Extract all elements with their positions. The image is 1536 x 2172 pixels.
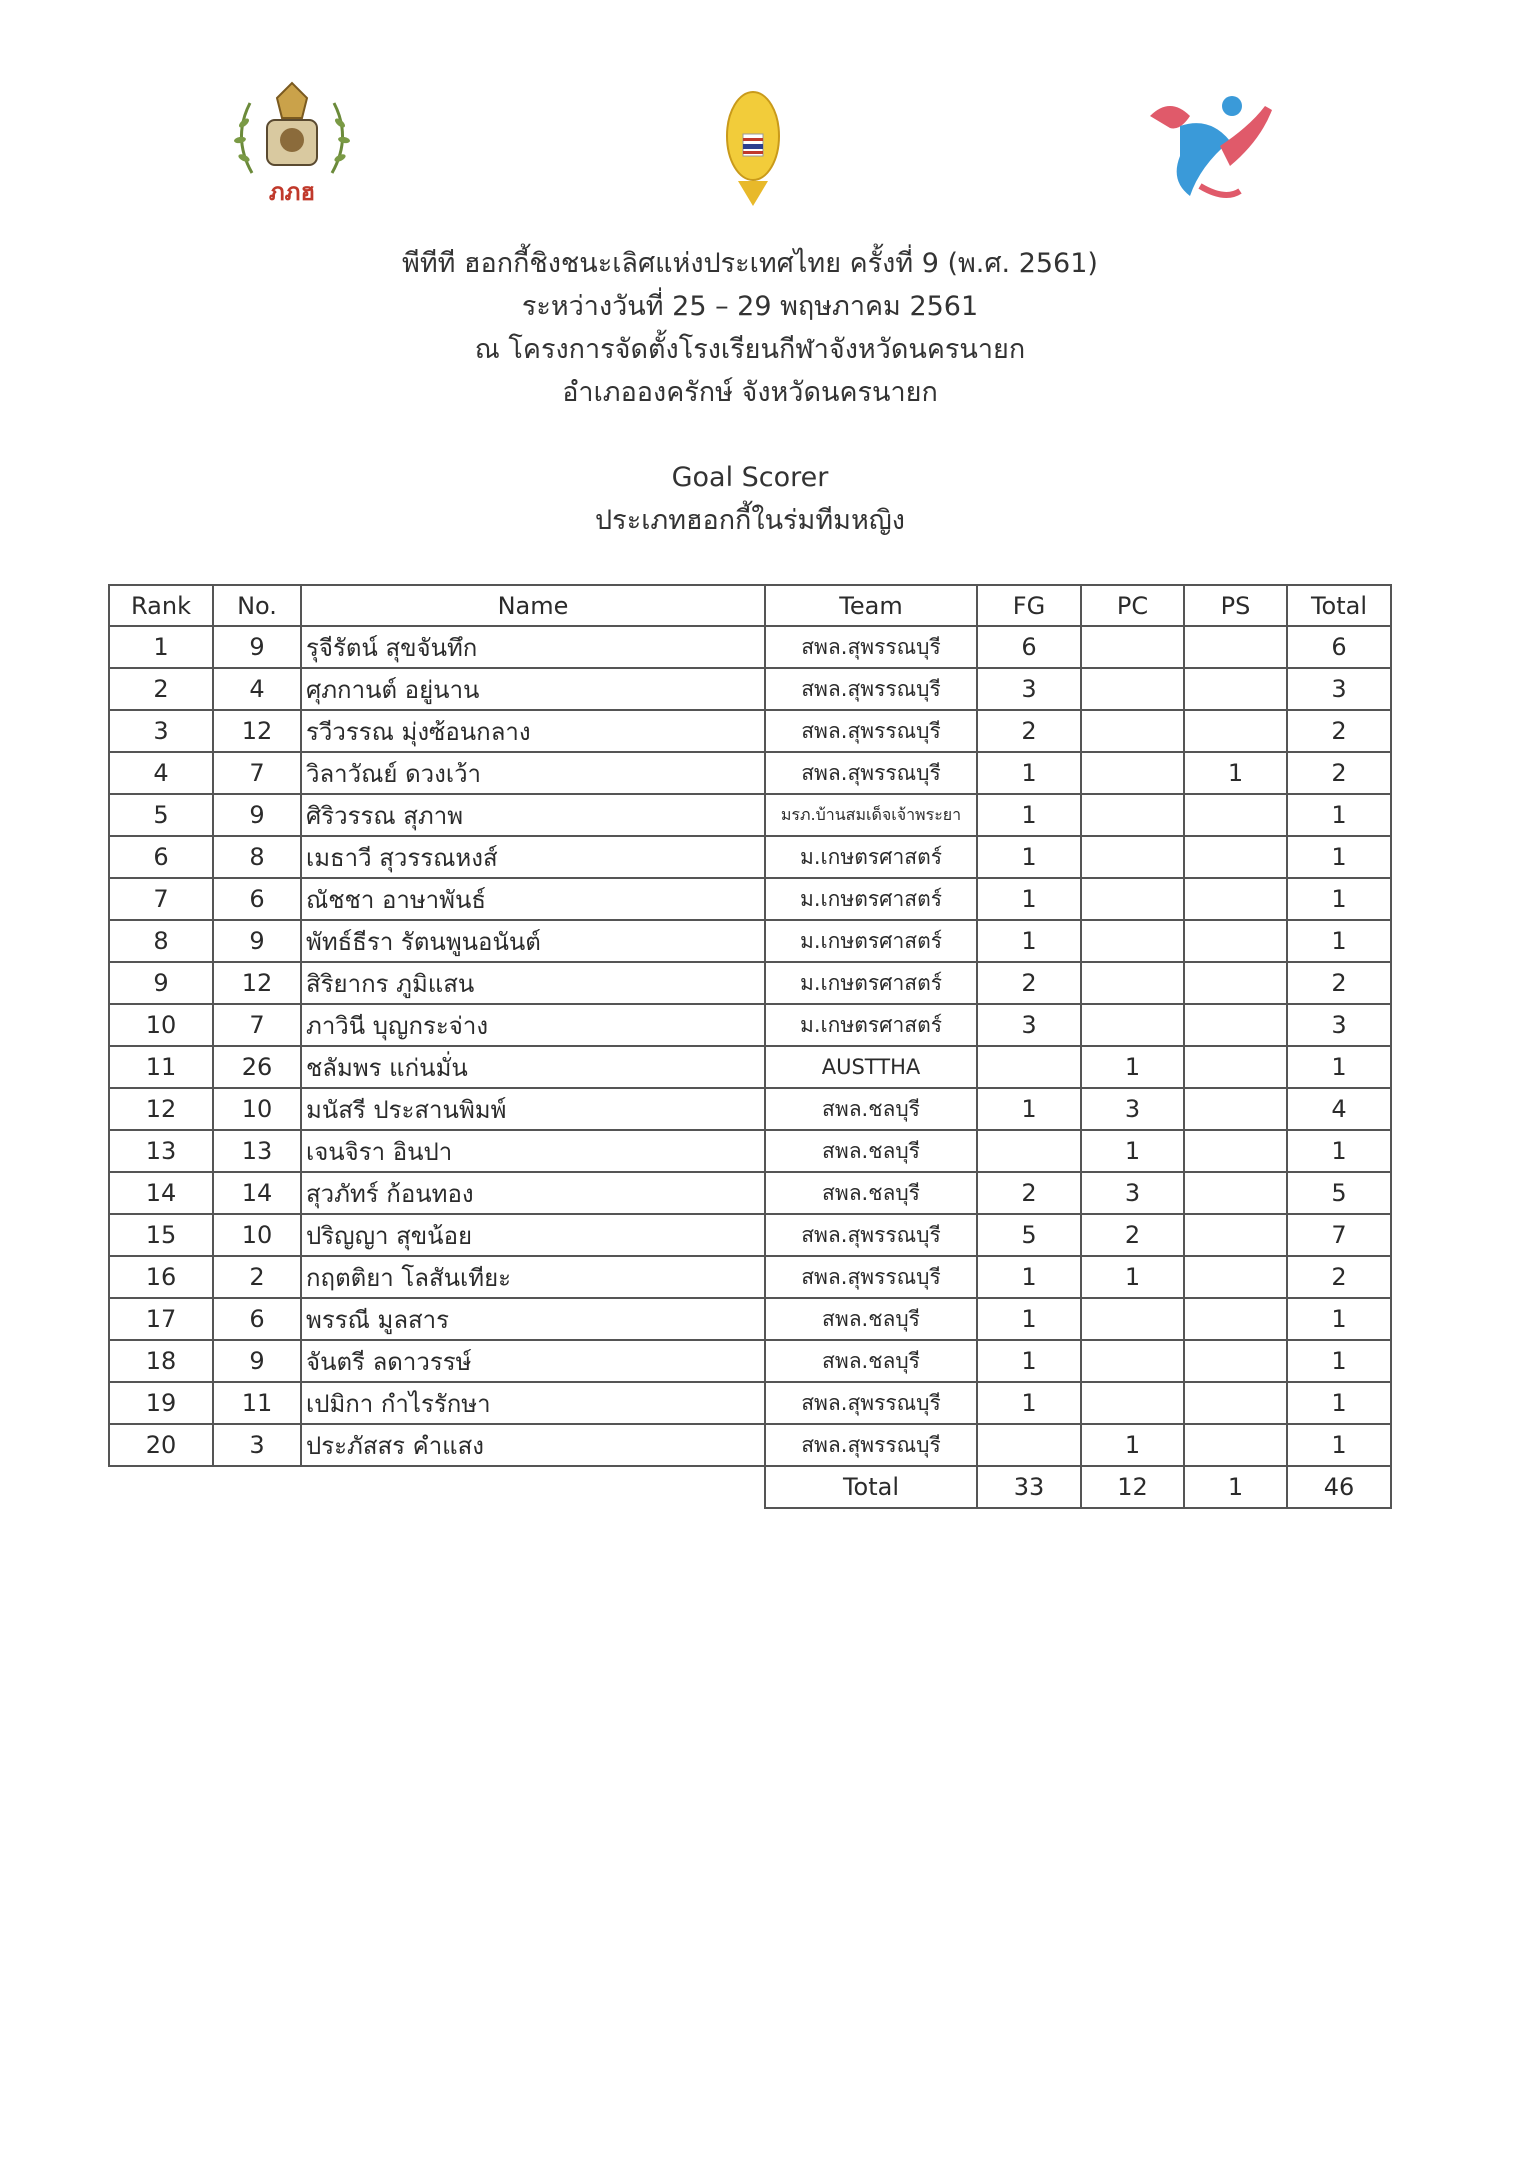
cell-pc — [1081, 626, 1184, 668]
cell-total: 1 — [1287, 1130, 1391, 1172]
table-row — [109, 1172, 1391, 1214]
cell-fg — [977, 1424, 1081, 1466]
cell-name: ภาวินี บุญกระจ่าง — [301, 1004, 765, 1046]
association-logo-icon — [222, 78, 362, 208]
cell-team: มรภ.บ้านสมเด็จเจ้าพระยา — [765, 794, 977, 836]
cell-fg — [977, 1130, 1081, 1172]
cell-pc — [1081, 878, 1184, 920]
cell-pc — [1081, 1298, 1184, 1340]
cell-pc — [1081, 794, 1184, 836]
cell-name: สิริยากร ภูมิแสน — [301, 962, 765, 1004]
cell-pc: 1 — [1081, 1130, 1184, 1172]
cell-fg: 2 — [977, 1172, 1081, 1214]
table-row — [109, 836, 1391, 878]
tournament-venue: ณ โครงการจัดตั้งโรงเรียนกีฬาจังหวัดนครนายก — [474, 334, 1026, 365]
cell-pc — [1081, 668, 1184, 710]
tournament-district: อำเภอองครักษ์ จังหวัดนครนายก — [562, 377, 938, 408]
cell-total: 1 — [1287, 1046, 1391, 1088]
cell-team: ม.เกษตรศาสตร์ — [765, 962, 977, 1004]
cell-no: 2 — [213, 1256, 301, 1298]
table-row — [109, 1340, 1391, 1382]
table-row — [109, 920, 1391, 962]
cell-name: ศิริวรรณ สุภาพ — [301, 794, 765, 836]
cell-no: 12 — [213, 962, 301, 1004]
cell-pc — [1081, 710, 1184, 752]
cell-fg: 3 — [977, 1004, 1081, 1046]
cell-total: 1 — [1287, 1382, 1391, 1424]
table-row — [109, 1214, 1391, 1256]
cell-fg: 1 — [977, 1256, 1081, 1298]
cell-fg: 3 — [977, 668, 1081, 710]
cell-total: 1 — [1287, 836, 1391, 878]
cell-fg: 1 — [977, 1298, 1081, 1340]
cell-name: ปริญญา สุขน้อย — [301, 1214, 765, 1256]
cell-name: รวีวรรณ มุ่งซ้อนกลาง — [301, 710, 765, 752]
cell-no: 9 — [213, 794, 301, 836]
emblem-logo-icon — [718, 86, 788, 214]
cell-total: 3 — [1287, 1004, 1391, 1046]
cell-ps — [1184, 1340, 1287, 1382]
cell-total: 2 — [1287, 1256, 1391, 1298]
cell-pc — [1081, 920, 1184, 962]
column-header-fg: FG — [977, 585, 1081, 626]
total-pc: 12 — [1081, 1466, 1184, 1508]
cell-pc: 2 — [1081, 1214, 1184, 1256]
cell-team: สพล.ชลบุรี — [765, 1340, 977, 1382]
cell-no: 9 — [213, 626, 301, 668]
table-row — [109, 1298, 1391, 1340]
cell-total: 2 — [1287, 962, 1391, 1004]
cell-team: สพล.สุพรรณบุรี — [765, 710, 977, 752]
report-category: ประเภทฮอกกี้ในร่มทีมหญิง — [595, 505, 905, 536]
cell-fg: 2 — [977, 710, 1081, 752]
cell-pc — [1081, 752, 1184, 794]
cell-rank: 18 — [109, 1340, 213, 1382]
cell-rank: 9 — [109, 962, 213, 1004]
cell-no: 9 — [213, 920, 301, 962]
table-row — [109, 710, 1391, 752]
cell-no: 7 — [213, 752, 301, 794]
cell-ps — [1184, 836, 1287, 878]
cell-team: สพล.สุพรรณบุรี — [765, 752, 977, 794]
table-row — [109, 1256, 1391, 1298]
tournament-title: พีทีที ฮอกกี้ชิงชนะเลิศแห่งประเทศไทย ครั้งที่ 9 (พ.ศ. 2561) — [402, 248, 1098, 279]
cell-team: สพล.ชลบุรี — [765, 1298, 977, 1340]
cell-no: 6 — [213, 878, 301, 920]
cell-no: 7 — [213, 1004, 301, 1046]
cell-rank: 10 — [109, 1004, 213, 1046]
cell-team: AUSTTHA — [765, 1046, 977, 1088]
cell-total: 3 — [1287, 668, 1391, 710]
cell-team: ม.เกษตรศาสตร์ — [765, 878, 977, 920]
cell-total: 1 — [1287, 1424, 1391, 1466]
cell-ps — [1184, 920, 1287, 962]
cell-ps — [1184, 1298, 1287, 1340]
cell-rank: 6 — [109, 836, 213, 878]
cell-fg: 1 — [977, 1382, 1081, 1424]
cell-name: พัทธ์ธีรา รัตนพูนอนันต์ — [301, 920, 765, 962]
total-fg: 33 — [977, 1466, 1081, 1508]
cell-total: 7 — [1287, 1214, 1391, 1256]
cell-no: 6 — [213, 1298, 301, 1340]
cell-name: สุวภัทร์ ก้อนทอง — [301, 1172, 765, 1214]
cell-fg: 1 — [977, 836, 1081, 878]
cell-ps — [1184, 878, 1287, 920]
cell-pc: 1 — [1081, 1256, 1184, 1298]
cell-ps — [1184, 1424, 1287, 1466]
cell-pc: 1 — [1081, 1046, 1184, 1088]
cell-ps — [1184, 1214, 1287, 1256]
cell-pc: 1 — [1081, 1424, 1184, 1466]
cell-no: 11 — [213, 1382, 301, 1424]
column-header-name: Name — [301, 585, 765, 626]
cell-name: ประภัสสร คำแสง — [301, 1424, 765, 1466]
cell-fg: 1 — [977, 752, 1081, 794]
cell-total: 4 — [1287, 1088, 1391, 1130]
cell-rank: 15 — [109, 1214, 213, 1256]
cell-fg: 1 — [977, 794, 1081, 836]
cell-rank: 12 — [109, 1088, 213, 1130]
cell-ps — [1184, 1004, 1287, 1046]
cell-ps — [1184, 1088, 1287, 1130]
cell-ps — [1184, 1130, 1287, 1172]
table-header-row — [109, 585, 1391, 626]
cell-rank: 17 — [109, 1298, 213, 1340]
cell-no: 3 — [213, 1424, 301, 1466]
cell-total: 5 — [1287, 1172, 1391, 1214]
cell-team: สพล.สุพรรณบุรี — [765, 1256, 977, 1298]
cell-total: 1 — [1287, 1298, 1391, 1340]
cell-fg: 2 — [977, 962, 1081, 1004]
report-title: Goal Scorer — [671, 462, 829, 493]
cell-team: ม.เกษตรศาสตร์ — [765, 1004, 977, 1046]
cell-team: สพล.ชลบุรี — [765, 1088, 977, 1130]
cell-team: ม.เกษตรศาสตร์ — [765, 836, 977, 878]
cell-name: เมธาวี สุวรรณหงส์ — [301, 836, 765, 878]
cell-ps — [1184, 1046, 1287, 1088]
cell-rank: 19 — [109, 1382, 213, 1424]
cell-fg: 6 — [977, 626, 1081, 668]
cell-ps — [1184, 710, 1287, 752]
goal-scorer-table — [108, 584, 1392, 1509]
cell-fg — [977, 1046, 1081, 1088]
cell-name: ชลัมพร แก่นมั่น — [301, 1046, 765, 1088]
cell-name: รุจีรัตน์ สุขจันทึก — [301, 626, 765, 668]
cell-no: 8 — [213, 836, 301, 878]
cell-name: พรรณี มูลสาร — [301, 1298, 765, 1340]
cell-no: 9 — [213, 1340, 301, 1382]
cell-ps — [1184, 668, 1287, 710]
cell-fg: 1 — [977, 920, 1081, 962]
table-row — [109, 626, 1391, 668]
cell-name: ณัชชา อาษาพันธ์ — [301, 878, 765, 920]
cell-team: สพล.สุพรรณบุรี — [765, 626, 977, 668]
cell-no: 26 — [213, 1046, 301, 1088]
cell-team: ม.เกษตรศาสตร์ — [765, 920, 977, 962]
cell-no: 12 — [213, 710, 301, 752]
cell-name: วิลาวัณย์ ดวงเว้า — [301, 752, 765, 794]
table-row — [109, 1130, 1391, 1172]
column-header-ps: PS — [1184, 585, 1287, 626]
cell-ps — [1184, 1256, 1287, 1298]
total-ps: 1 — [1184, 1466, 1287, 1508]
cell-fg: 1 — [977, 878, 1081, 920]
cell-ps — [1184, 794, 1287, 836]
cell-ps: 1 — [1184, 752, 1287, 794]
table-row — [109, 752, 1391, 794]
cell-team: สพล.สุพรรณบุรี — [765, 1424, 977, 1466]
cell-total: 1 — [1287, 794, 1391, 836]
table-row — [109, 1046, 1391, 1088]
table-row — [109, 1424, 1391, 1466]
cell-team: สพล.ชลบุรี — [765, 1130, 977, 1172]
cell-pc — [1081, 1340, 1184, 1382]
table-row — [109, 794, 1391, 836]
cell-name: มนัสรี ประสานพิมพ์ — [301, 1088, 765, 1130]
cell-name: ศุภกานต์ อยู่นาน — [301, 668, 765, 710]
cell-no: 10 — [213, 1088, 301, 1130]
cell-pc — [1081, 1382, 1184, 1424]
cell-total: 1 — [1287, 1340, 1391, 1382]
cell-name: จันตรี ลดาวรรษ์ — [301, 1340, 765, 1382]
cell-no: 13 — [213, 1130, 301, 1172]
cell-total: 1 — [1287, 920, 1391, 962]
cell-ps — [1184, 1382, 1287, 1424]
cell-pc: 3 — [1081, 1088, 1184, 1130]
table-row — [109, 1004, 1391, 1046]
cell-rank: 4 — [109, 752, 213, 794]
cell-rank: 2 — [109, 668, 213, 710]
table-total-row — [109, 1466, 1391, 1508]
cell-rank: 8 — [109, 920, 213, 962]
table-row — [109, 962, 1391, 1004]
cell-team: สพล.สุพรรณบุรี — [765, 1214, 977, 1256]
cell-rank: 14 — [109, 1172, 213, 1214]
cell-fg: 1 — [977, 1340, 1081, 1382]
cell-team: สพล.สุพรรณบุรี — [765, 668, 977, 710]
cell-pc: 3 — [1081, 1172, 1184, 1214]
table-row — [109, 1088, 1391, 1130]
cell-rank: 3 — [109, 710, 213, 752]
cell-no: 10 — [213, 1214, 301, 1256]
table-row — [109, 668, 1391, 710]
cell-team: สพล.สุพรรณบุรี — [765, 1382, 977, 1424]
column-header-team: Team — [765, 585, 977, 626]
cell-fg: 5 — [977, 1214, 1081, 1256]
tournament-dates: ระหว่างวันที่ 25 – 29 พฤษภาคม 2561 — [521, 291, 979, 322]
column-header-pc: PC — [1081, 585, 1184, 626]
total-total: 46 — [1287, 1466, 1391, 1508]
cell-no: 14 — [213, 1172, 301, 1214]
cell-rank: 5 — [109, 794, 213, 836]
document-header — [0, 242, 1500, 414]
cell-ps — [1184, 626, 1287, 668]
cell-ps — [1184, 1172, 1287, 1214]
cell-fg: 1 — [977, 1088, 1081, 1130]
column-header-rank: Rank — [109, 585, 213, 626]
cell-no: 4 — [213, 668, 301, 710]
column-header-total: Total — [1287, 585, 1391, 626]
hockey-player-logo-icon — [1140, 86, 1280, 202]
cell-rank: 1 — [109, 626, 213, 668]
column-header-no: No. — [213, 585, 301, 626]
cell-name: เปมิกา กำไรรักษา — [301, 1382, 765, 1424]
cell-name: กฤตติยา โลสันเทียะ — [301, 1256, 765, 1298]
cell-rank: 20 — [109, 1424, 213, 1466]
logo-lettering: ภภฮ — [268, 178, 316, 206]
cell-total: 2 — [1287, 752, 1391, 794]
cell-total: 6 — [1287, 626, 1391, 668]
cell-rank: 11 — [109, 1046, 213, 1088]
cell-total: 2 — [1287, 710, 1391, 752]
document-subheader — [0, 456, 1500, 542]
table-row — [109, 1382, 1391, 1424]
cell-team: สพล.ชลบุรี — [765, 1172, 977, 1214]
table-row — [109, 878, 1391, 920]
cell-total: 1 — [1287, 878, 1391, 920]
cell-pc — [1081, 836, 1184, 878]
cell-pc — [1081, 962, 1184, 1004]
cell-rank: 16 — [109, 1256, 213, 1298]
cell-rank: 13 — [109, 1130, 213, 1172]
total-label: Total — [765, 1466, 977, 1508]
cell-ps — [1184, 962, 1287, 1004]
cell-pc — [1081, 1004, 1184, 1046]
cell-name: เจนจิรา อินปา — [301, 1130, 765, 1172]
cell-rank: 7 — [109, 878, 213, 920]
